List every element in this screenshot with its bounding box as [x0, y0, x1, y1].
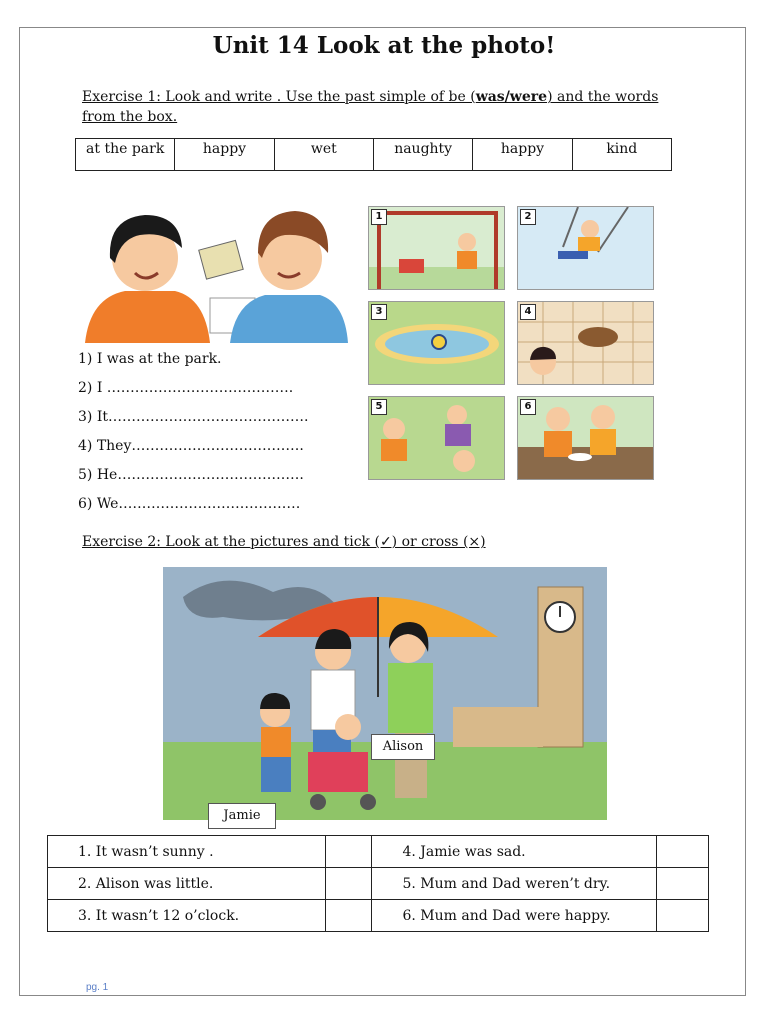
statement-cell: 2. Alison was little.: [48, 868, 326, 900]
word-cell: happy: [175, 139, 274, 170]
word-cell: at the park: [76, 139, 175, 170]
tick-cell[interactable]: [656, 836, 708, 868]
tick-table: [47, 835, 709, 932]
picture-number: 4: [520, 304, 536, 320]
picture-5: [368, 396, 505, 480]
page-title: Unit 14 Look at the photo!: [212, 32, 556, 59]
picture-number: 3: [371, 304, 387, 320]
sentence-line: 2) I ………………………………….: [78, 380, 294, 396]
statement-cell: 1. It wasn’t sunny .: [48, 836, 326, 868]
alison-label: Alison: [371, 734, 435, 760]
exercise2-instruction: Exercise 2: Look at the pictures and tick (✓) or cross (×): [82, 534, 486, 550]
picture-3: [368, 301, 505, 385]
table-row: [48, 836, 709, 868]
word-cell: wet: [275, 139, 374, 170]
sentence-line: 4) They……………………………….: [78, 438, 304, 454]
table-row: [48, 900, 709, 932]
word-cell: naughty: [374, 139, 473, 170]
statement-cell: 4. Jamie was sad.: [372, 836, 656, 868]
tick-cell[interactable]: [326, 900, 372, 932]
statement-cell: 3. It wasn’t 12 o’clock.: [48, 900, 326, 932]
picture-number: 6: [520, 399, 536, 415]
picture-number: 2: [520, 209, 536, 225]
page-number: pg. 1: [86, 982, 109, 993]
sentence-line: 1) I was at the park.: [78, 351, 222, 367]
exercise1-sentences: [78, 348, 358, 522]
tick-cell[interactable]: [326, 836, 372, 868]
table-row: [48, 868, 709, 900]
sentence-line: 5) He………………………………….: [78, 467, 304, 483]
word-box: [75, 138, 672, 171]
statement-cell: 6. Mum and Dad were happy.: [372, 900, 656, 932]
picture-number: 1: [371, 209, 387, 225]
exercise1-instruction: Exercise 1: Look and write . Use the past simple of be (was/were) and the words from the box.: [82, 89, 659, 125]
picture-4: [517, 301, 654, 385]
family-scene-illustration: [163, 567, 607, 820]
tick-cell[interactable]: [656, 868, 708, 900]
picture-number: 5: [371, 399, 387, 415]
word-cell: kind: [606, 141, 638, 157]
sentence-line: 3) It…………………………………….: [78, 409, 309, 425]
tick-cell[interactable]: [656, 900, 708, 932]
sentence-line: 6) We…………………………………: [78, 496, 301, 512]
word-cell: happy: [473, 139, 572, 170]
boys-illustration: [80, 203, 350, 343]
jamie-label: Jamie: [208, 803, 276, 829]
picture-1: [368, 206, 505, 290]
picture-2: [517, 206, 654, 290]
tick-cell[interactable]: [326, 868, 372, 900]
statement-cell: 5. Mum and Dad weren’t dry.: [372, 868, 656, 900]
picture-6: [517, 396, 654, 480]
